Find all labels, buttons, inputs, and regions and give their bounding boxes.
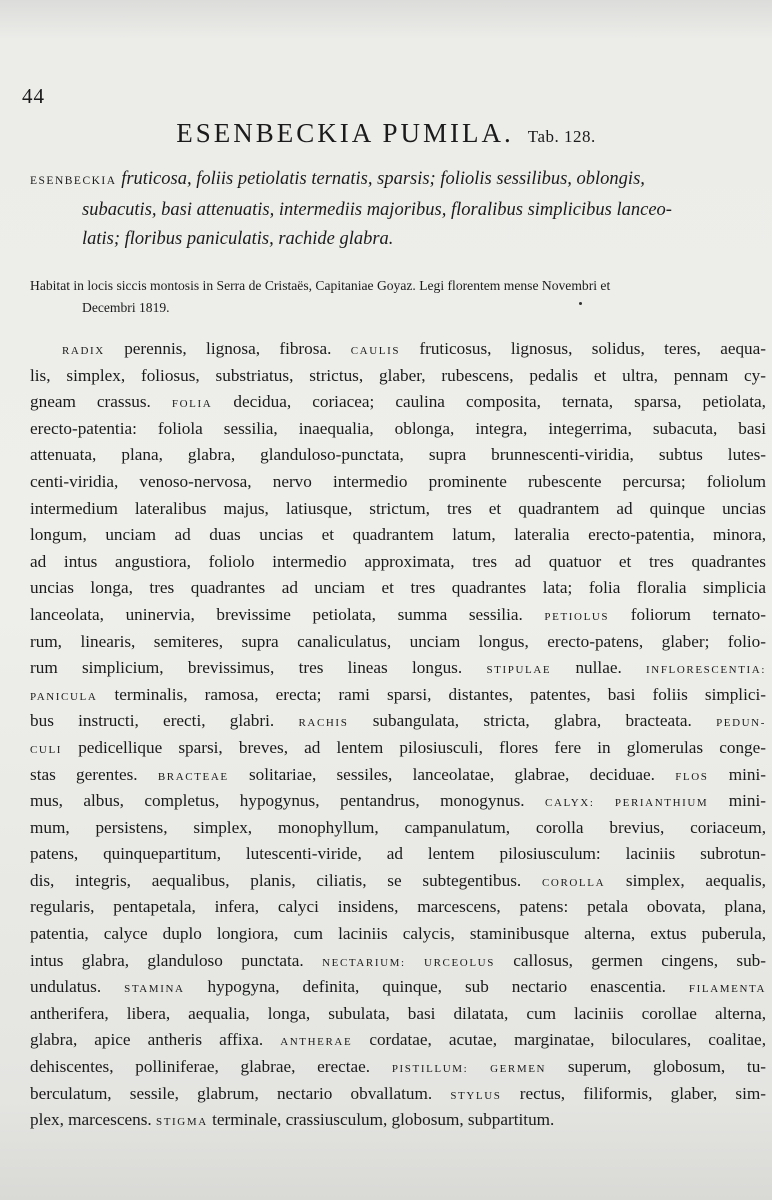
organ-term: STAMINA (124, 983, 185, 996)
description-line (30, 442, 766, 469)
species-name: ESENBECKIA PUMILA. (176, 118, 514, 148)
organ-term: CALYX: (545, 797, 595, 810)
description-text: nullae. (551, 658, 647, 678)
description-line (30, 496, 766, 523)
page-number: 44 (22, 84, 45, 108)
organ-term: PEDUN- (716, 717, 766, 730)
organ-term: PERIANTHIUM (614, 797, 709, 810)
description-line (30, 868, 766, 895)
description-line (30, 788, 766, 815)
description-text: intermedium lateralibus majus, latiusque, strictum, tres et quadrantem ad quinque uncias (30, 498, 766, 518)
description-text: terminale, crassiusculum, globosum, subpartitum. (207, 1110, 555, 1130)
description-line (30, 948, 766, 975)
species-description (30, 336, 766, 1134)
organ-term: PISTILLUM: (391, 1063, 469, 1076)
description-text: hypogyna, definita, quinque, sub nectario enascentia. (184, 977, 689, 997)
description-text: decidua, coriacea; caulina composita, ternata, sparsa, petiolata, (212, 392, 766, 412)
organ-term: FILAMENTA (688, 983, 766, 996)
organ-term: FOLIA (171, 398, 213, 411)
organ-term: CAULIS (350, 345, 401, 357)
description-text: bus instructi, erecti, glabri. (30, 711, 299, 731)
organ-term: COROLLA (541, 876, 606, 889)
organ-term: GERMEN (490, 1063, 547, 1076)
description-line (30, 735, 766, 762)
description-line (30, 549, 766, 576)
description-text: pedicellique sparsi, breves, ad lentem pilosiusculi, flores fere in glomerulas conge- (62, 737, 766, 757)
habitat-line: Habitat in locis siccis montosis in Serra de Cristaës, Capitaniae Goyaz. Legi florentem mense Novembri et (30, 278, 611, 293)
organ-term: ANTHERAE (280, 1036, 353, 1049)
description-text: subangulata, stricta, glabra, bracteata. (348, 711, 717, 731)
description-line (30, 655, 766, 682)
description-text: longum, unciam ad duas uncias et quadrantem latum, lateralia erecto-patentia, minora, (30, 525, 766, 545)
description-text: regularis, pentapetala, infera, calyci insidens, marcescens, patens: petala obovata, plana, (30, 897, 766, 917)
description-text: mini- (708, 791, 766, 811)
print-speck (579, 302, 582, 305)
diagnosis-text: subacutis, basi attenuatis, intermediis majoribus, floralibus simplicibus lanceo- (82, 200, 672, 220)
genus-name: ESENBECKIA (30, 175, 117, 187)
organ-term: BRACTEAE (157, 770, 229, 783)
description-text: undulatus. (30, 977, 125, 997)
diagnosis-text: latis; floribus paniculatis, rachide glabra. (82, 229, 394, 249)
species-title (0, 118, 772, 149)
organ-term: CULI (30, 743, 63, 756)
organ-term: NECTARIUM: (322, 956, 406, 969)
diagnosis-line (30, 225, 760, 254)
description-line (30, 762, 766, 789)
description-text (594, 791, 614, 810)
organ-term: RACHIS (298, 717, 349, 730)
organ-term: STIPULAE (486, 664, 552, 677)
description-line (30, 469, 766, 496)
description-text: stas gerentes. (30, 764, 158, 784)
diagnosis-text: fruticosa, foliis petiolatis ternatis, sparsis; foliolis sessilibus, oblongis, (116, 169, 645, 189)
description-line (30, 894, 766, 921)
description-text: superum, globosum, tu- (546, 1057, 767, 1077)
description-text: ad intus angustiora, foliolo intermedio approximata, tres ad quatuor et tres quadrantes (30, 551, 766, 571)
description-text: rectus, filiformis, glaber, sim- (501, 1083, 766, 1103)
description-text: fruticosus, lignosus, solidus, teres, aequa- (400, 339, 766, 358)
description-text: gneam crassus. (30, 392, 172, 412)
description-text: dis, integris, aequalibus, planis, ciliatis, se subtegentibus. (30, 870, 542, 890)
description-line (30, 602, 766, 629)
description-text: erecto-patentia: foliola sessilia, inaequalia, oblonga, integra, integerrima, subacuta, basi (30, 418, 766, 438)
description-text: dehiscentes, polliniferae, glabrae, erectae. (30, 1057, 392, 1077)
organ-term: RADIX (62, 345, 105, 357)
description-line (30, 1107, 766, 1134)
description-text: solitariae, sessiles, lanceolatae, glabrae, deciduae. (228, 764, 676, 784)
description-text: berculatum, sessile, glabrum, nectario obvallatum. (30, 1083, 451, 1103)
description-line (30, 1027, 766, 1054)
description-line (30, 389, 766, 416)
description-text: callosus, germen cingens, sub- (494, 950, 766, 970)
description-text: glabra, apice antheris affixa. (30, 1030, 281, 1050)
organ-term: STIGMA (156, 1116, 208, 1129)
description-line (30, 575, 766, 602)
description-text: patentia, calyce duplo longiora, cum laciniis calycis, staminibusque alterna, extus puberula, (30, 924, 766, 944)
description-line (30, 1001, 766, 1028)
description-text: centi-viridia, venoso-nervosa, nervo intermedio prominente rubescente percursa; foliolum (30, 471, 766, 491)
description-text: perennis, lignosa, fibrosa. (104, 339, 351, 358)
description-text: uncias longa, tres quadrantes ad unciam et tres quadrantes lata; folia floralia simplicia (30, 578, 766, 598)
plate-reference: Tab. 128. (527, 127, 596, 146)
organ-term: PANICULA (30, 690, 98, 703)
description-text: foliorum ternato- (609, 604, 766, 624)
description-line (30, 1081, 766, 1108)
habitat-note (30, 275, 750, 319)
description-text: rum, linearis, semiteres, supra canaliculatus, unciam longus, erecto-patens, glaber; folio- (30, 631, 766, 651)
description-text: patens, quinquepartitum, lutescenti-viride, ad lentem pilosiusculum: laciniis subrotun- (30, 844, 766, 864)
description-text: mini- (708, 764, 766, 784)
diagnosis-line (30, 196, 760, 225)
description-text: antherifera, libera, aequalia, longa, subulata, basi dilatata, cum laciniis corollae alterna, (30, 1003, 766, 1023)
description-text (468, 1057, 490, 1076)
description-text: intus glabra, glanduloso punctata. (30, 950, 323, 970)
organ-term: INFLORESCENTIA: (646, 664, 766, 677)
habitat-line: Decembri 1819. (82, 300, 170, 315)
description-line (30, 522, 766, 549)
description-line (30, 921, 766, 948)
organ-term: STYLUS (450, 1089, 502, 1102)
description-line (30, 708, 766, 735)
description-text (406, 951, 424, 970)
description-line (30, 841, 766, 868)
diagnosis-line (30, 165, 760, 196)
description-line (30, 416, 766, 443)
description-text: lis, simplex, foliosus, substriatus, strictus, glaber, rubescens, pedalis et ultra, pennam cy- (30, 365, 766, 385)
organ-term: URCEOLUS (424, 956, 495, 969)
description-line (30, 336, 766, 363)
description-text: plex, marcescens. (30, 1110, 156, 1130)
description-line (30, 629, 766, 656)
description-text: mus, albus, completus, hypogynus, pentandrus, monogynus. (30, 791, 546, 811)
description-line (30, 682, 766, 709)
description-text: cordatae, acutae, marginatae, biloculares, coalitae, (352, 1030, 766, 1050)
description-text: rum simplicium, brevissimus, tres lineas longus. (30, 658, 487, 678)
description-text: simplex, aequalis, (605, 870, 766, 890)
description-line (30, 815, 766, 842)
organ-term: PETIOLUS (544, 610, 610, 623)
description-line (30, 1054, 766, 1081)
description-line (30, 363, 766, 390)
description-text: terminalis, ramosa, erecta; rami sparsi, distantes, patentes, basi foliis simplici- (97, 684, 766, 704)
description-text: lanceolata, uninervia, brevissime petiolata, summa sessilia. (30, 604, 545, 624)
description-text: attenuata, plana, glabra, glanduloso-punctata, supra brunnescenti-viridia, subtus lutes- (30, 445, 766, 465)
organ-term: FLOS (675, 770, 709, 783)
description-line (30, 974, 766, 1001)
description-text: mum, persistens, simplex, monophyllum, campanulatum, corolla brevius, coriaceum, (30, 817, 766, 837)
species-diagnosis (30, 165, 760, 254)
